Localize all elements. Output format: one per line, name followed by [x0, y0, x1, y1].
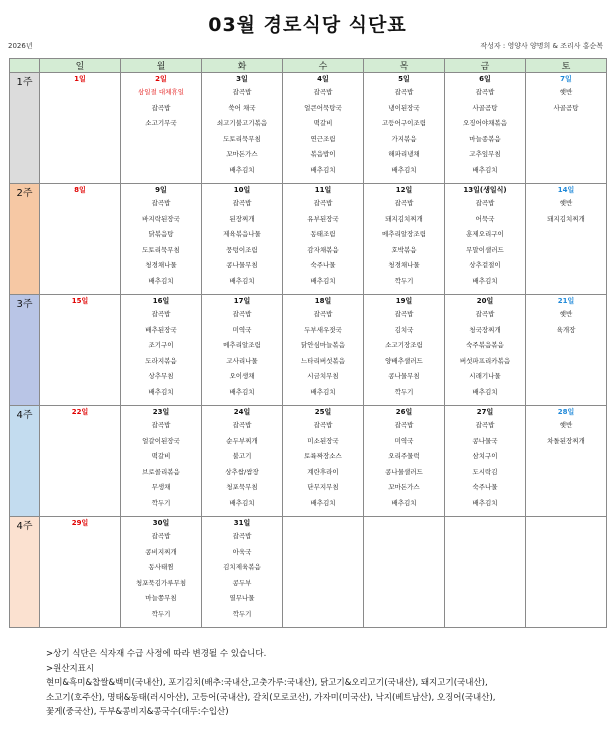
menu-item: 얼큰어묵탕국: [304, 103, 342, 112]
day-cell: [40, 73, 121, 184]
menu-item: 떡갈비: [151, 452, 171, 460]
menu-item: 배추김치: [472, 276, 498, 285]
menu-item: 배추김치: [472, 387, 498, 396]
menu-item: 느타리버섯볶음: [301, 356, 345, 365]
menu-item-list: [364, 196, 444, 289]
day-cell: [283, 517, 364, 628]
menu-item: 도토리묵무침: [142, 245, 180, 254]
menu-item: 상추겉절이: [469, 261, 501, 269]
menu-item: 가지볶음: [391, 134, 417, 143]
day-cell: [364, 295, 445, 406]
page-title: 03월 경로식당 식단표: [208, 14, 407, 36]
notes-section: [46, 647, 606, 720]
menu-item: 메추리알조림: [223, 341, 261, 349]
week-row: [10, 184, 607, 295]
day-cell: [121, 184, 202, 295]
week-label: 4주: [10, 406, 40, 517]
weekday-header: 수: [283, 59, 364, 73]
menu-item: 제육볶음나물: [223, 230, 261, 238]
menu-item: 브로콜리볶음: [142, 467, 180, 476]
menu-item: 도토리묵무침: [223, 134, 261, 143]
menu-item: 잡곡밥: [475, 310, 495, 318]
week-label: 3주: [10, 295, 40, 406]
note-line: 현미&흑미&찹쌀&백미(국내산), 포기김치(배추:국내산,고춧가루:국내산), 닭고기&오리고기(국내산), 돼지고기(국내산),: [46, 678, 488, 688]
day-date: [445, 517, 525, 529]
menu-item: 배추김치: [310, 498, 336, 507]
day-cell: [202, 517, 283, 628]
menu-item: 무생채: [151, 483, 171, 491]
menu-item: 오징어야채볶음: [463, 119, 507, 127]
weekday-header: 토: [526, 59, 607, 73]
menu-item-list: [445, 418, 525, 511]
menu-item-list: [202, 529, 282, 622]
menu-item: 배추김치: [229, 276, 255, 285]
week-label: 2주: [10, 184, 40, 295]
menu-item: 아욱국: [232, 547, 252, 556]
note-line: 소고기(호주산), 명태&동태(러시아산), 고등어(국내산), 갈치(모로코산), 가자미(미국산), 낙지(베트남산), 오징어(국내산),: [46, 692, 496, 703]
menu-item-list: [283, 307, 363, 400]
menu-item: 연근조림: [310, 134, 336, 143]
menu-item-list: [526, 418, 606, 449]
menu-item-list: [202, 196, 282, 289]
day-date: 7일: [560, 75, 572, 83]
day-date: 29일: [71, 519, 89, 527]
menu-item: 감자채볶음: [307, 245, 339, 254]
menu-item: 잡곡밥: [232, 532, 252, 540]
menu-item-list: [121, 196, 201, 289]
day-date: 23일: [152, 408, 170, 416]
day-date: 10일: [233, 186, 251, 194]
menu-item: 떡갈비: [313, 119, 333, 127]
menu-item: 콩나물국: [472, 436, 498, 445]
menu-item: 배추김치: [391, 165, 417, 174]
day-cell: [526, 406, 607, 517]
day-date: [364, 517, 444, 529]
day-cell: [202, 295, 283, 406]
menu-item: 숙주볶음볶음: [466, 341, 504, 349]
menu-item: 잡곡밥: [394, 310, 414, 318]
menu-item: 청경채나물: [388, 261, 420, 269]
menu-item: 햇반: [559, 88, 573, 96]
menu-item: 무말이샐러드: [466, 245, 504, 254]
menu-item: 돼지김치찌개: [547, 214, 585, 223]
menu-item: 청경채나물: [145, 261, 177, 269]
day-cell: [40, 184, 121, 295]
menu-item: 잡곡밥: [475, 88, 495, 96]
menu-item: 잡곡밥: [394, 88, 414, 96]
menu-item: 잡곡밥: [151, 310, 171, 318]
weekday-header: 목: [364, 59, 445, 73]
menu-item: 배추김치: [391, 498, 417, 507]
weekday-header: 일: [40, 59, 121, 73]
day-date: 1일: [74, 75, 86, 83]
menu-item: 토륙짜장소스: [304, 452, 342, 460]
menu-item: 배추김치: [472, 498, 498, 507]
menu-item: 배추김치: [472, 165, 498, 174]
menu-item: 배추김치: [229, 387, 255, 396]
menu-item: 잡곡밥: [232, 88, 252, 96]
menu-item: 배추김치: [229, 165, 255, 174]
day-date: 16일: [152, 297, 170, 305]
menu-item: 오이생채: [229, 372, 255, 380]
menu-item: 김치제육볶음: [223, 563, 261, 571]
day-cell: [526, 184, 607, 295]
menu-item-list: [121, 529, 201, 622]
menu-item: 잡곡밥: [151, 199, 171, 207]
day-date: 12일: [395, 186, 413, 194]
menu-item: 고추잎무침: [469, 150, 501, 158]
menu-item: 배추된장국: [145, 325, 177, 334]
day-date: 3일: [236, 75, 248, 83]
day-cell: [364, 73, 445, 184]
menu-item: 호박볶음: [391, 245, 417, 254]
menu-item: 배추김치: [229, 498, 255, 507]
day-cell: [526, 73, 607, 184]
menu-item: 마늘종볶음: [469, 134, 501, 143]
menu-item: 차돌된장찌개: [547, 436, 585, 445]
menu-item: 닭안심마늘볶음: [301, 341, 345, 349]
menu-item: 잡곡밥: [394, 199, 414, 207]
menu-item: 잡곡밥: [232, 421, 252, 429]
day-date: 31일: [233, 519, 251, 527]
weekday-header-row: [10, 59, 607, 73]
menu-item: 배추김치: [148, 387, 174, 396]
day-cell: [364, 406, 445, 517]
day-date: [283, 517, 363, 529]
day-cell: [445, 73, 526, 184]
menu-item: 어묵국: [475, 214, 495, 223]
day-date: 27일: [476, 408, 494, 416]
menu-item: 잡곡밥: [313, 421, 333, 429]
note-line: >상기 식단은 식자재 수급 사정에 따라 변경될 수 있습니다.: [46, 649, 267, 659]
menu-item: 닭볶음탕: [148, 230, 174, 238]
menu-item: 잡곡밥: [313, 88, 333, 96]
day-date: [526, 517, 606, 529]
menu-item: 도시락김: [472, 467, 498, 476]
day-cell: [202, 406, 283, 517]
menu-item: 삼치구이: [472, 452, 498, 460]
day-cell: [283, 184, 364, 295]
author-label: 작성자 : 영양사 양명희 & 조리사 홍순복: [480, 42, 603, 50]
day-cell: [526, 517, 607, 628]
menu-item: 미소된장국: [307, 436, 339, 445]
day-cell: [40, 295, 121, 406]
menu-item: 삼일절 대체휴일: [137, 88, 185, 96]
day-date: 6일: [479, 75, 491, 83]
day-cell: [445, 406, 526, 517]
day-cell: [121, 295, 202, 406]
week-label: 4주: [10, 517, 40, 628]
menu-item: 불고기: [232, 452, 252, 460]
menu-item: 고사리나물: [226, 356, 258, 365]
day-cell: [526, 295, 607, 406]
week-header-corner: [10, 59, 40, 73]
note-line: 꽃게(중국산), 두부&콩비지&콩국수(대두:수입산): [46, 707, 229, 717]
menu-item: 조기구이: [148, 341, 174, 349]
day-date: 20일: [476, 297, 494, 305]
menu-item-list: [364, 85, 444, 178]
menu-item: 볶음밥이: [310, 150, 336, 158]
menu-item: 햇반: [559, 310, 573, 318]
menu-item: 콩나물샐러드: [385, 467, 423, 476]
day-cell: [40, 406, 121, 517]
weekday-header: 화: [202, 59, 283, 73]
note-line: >원산지표시: [46, 663, 95, 674]
menu-item: 깍두기: [151, 498, 171, 507]
menu-item: 꼬마돈가스: [388, 483, 420, 491]
menu-item: 소고기무국: [145, 119, 177, 127]
day-date: 26일: [395, 408, 413, 416]
menu-item: 배추김치: [310, 387, 336, 396]
menu-item: 잡곡밥: [151, 421, 171, 429]
day-cell: [121, 406, 202, 517]
menu-item: 청포묵무침: [226, 483, 258, 491]
day-date: 17일: [233, 297, 251, 305]
menu-item-list: [445, 85, 525, 178]
menu-item: 깍두기: [394, 276, 414, 285]
menu-item: 햇반: [559, 421, 573, 429]
menu-item-list: [121, 85, 201, 132]
menu-table: [9, 58, 607, 628]
menu-item: 두부새우젓국: [304, 325, 342, 334]
menu-item: 청국장찌개: [469, 325, 501, 334]
menu-item-list: [202, 85, 282, 178]
menu-item-list: [121, 418, 201, 511]
menu-item: 청포묵김가루무침: [135, 578, 187, 587]
weekday-header: 금: [445, 59, 526, 73]
menu-item: 쇠고기불고기볶음: [216, 119, 268, 127]
menu-item: 동태조림: [310, 230, 336, 238]
day-date: 13일(생일식): [463, 186, 507, 194]
menu-item: 고등어구이조림: [382, 119, 426, 127]
year-label: 2026년: [8, 42, 33, 50]
menu-item: 숙주나물: [310, 261, 336, 269]
menu-item-list: [283, 196, 363, 289]
menu-item: 콩나물무침: [388, 372, 420, 380]
week-row: [10, 406, 607, 517]
menu-item: 메추리알장조림: [382, 230, 426, 238]
weekday-header: 월: [121, 59, 202, 73]
day-cell: [364, 184, 445, 295]
menu-item: 시래기나물: [469, 372, 501, 380]
week-label: 1주: [10, 73, 40, 184]
menu-item: 배추김치: [310, 276, 336, 285]
menu-item: 바지락된장국: [142, 214, 180, 223]
menu-item: 콩나물무침: [226, 261, 258, 269]
day-date: 30일: [152, 519, 170, 527]
menu-item: 계란후라이: [307, 467, 339, 476]
day-cell: [202, 73, 283, 184]
menu-item: 열무나물: [229, 594, 255, 602]
menu-item-list: [283, 85, 363, 178]
day-date: 25일: [314, 408, 332, 416]
menu-item: 돼지김치찌개: [385, 214, 423, 223]
day-date: 22일: [71, 408, 89, 416]
menu-item-list: [121, 307, 201, 400]
day-cell: [121, 517, 202, 628]
week-row: [10, 295, 607, 406]
day-cell: [283, 406, 364, 517]
menu-item: 상추무침: [148, 372, 174, 380]
day-cell: [40, 517, 121, 628]
menu-item: 뭉텅이조림: [226, 245, 258, 254]
menu-item: 햇반: [559, 199, 573, 207]
menu-item: 시금치무침: [307, 372, 339, 380]
menu-item: 깍두기: [151, 609, 171, 618]
menu-item: 깍두기: [394, 387, 414, 396]
menu-item: 잡곡밥: [475, 199, 495, 207]
day-date: 15일: [71, 297, 89, 305]
menu-item: 순두부찌개: [226, 436, 258, 445]
menu-item: 잡곡밥: [151, 532, 171, 540]
menu-item: 도라지볶음: [145, 356, 177, 365]
menu-item: 된장찌개: [229, 214, 255, 223]
menu-item: 얼갈이된장국: [142, 436, 180, 445]
menu-item: 콩비지찌개: [145, 547, 177, 556]
menu-item: 깍두기: [232, 609, 252, 618]
menu-item-list: [283, 418, 363, 511]
menu-item: 양배추샐러드: [385, 356, 423, 365]
menu-item: 미역국: [232, 325, 252, 334]
menu-item: 육개장: [556, 325, 576, 334]
menu-item-list: [445, 307, 525, 400]
menu-item: 훈제오리구이: [466, 230, 504, 238]
day-date: 8일: [74, 186, 86, 194]
menu-item: 잡곡밥: [313, 310, 333, 318]
menu-item: 김치국: [394, 325, 414, 334]
menu-item-list: [364, 418, 444, 511]
day-date: 5일: [398, 75, 410, 83]
menu-item: 콩두부: [232, 578, 252, 587]
day-date: 19일: [395, 297, 413, 305]
day-cell: [283, 295, 364, 406]
menu-item-list: [526, 196, 606, 227]
day-cell: [445, 517, 526, 628]
day-cell: [445, 184, 526, 295]
day-date: 18일: [314, 297, 332, 305]
menu-item: 미역국: [394, 436, 414, 445]
menu-item: 동사태찜: [148, 563, 174, 571]
day-date: 2일: [155, 75, 167, 83]
menu-item: 단무지무침: [307, 483, 339, 491]
day-cell: [202, 184, 283, 295]
day-date: 28일: [557, 408, 575, 416]
day-date: 4일: [317, 75, 329, 83]
menu-item: 소고기장조림: [385, 341, 423, 349]
menu-item: 잡곡밥: [232, 310, 252, 318]
week-row: [10, 517, 607, 628]
week-row: [10, 73, 607, 184]
menu-item: 사골곰탕: [553, 103, 579, 112]
menu-item: 해파리냉채: [388, 150, 420, 158]
day-cell: [364, 517, 445, 628]
menu-item: 배추김치: [148, 276, 174, 285]
menu-item: 숙주나물: [472, 483, 498, 491]
menu-item: 잡곡밥: [313, 199, 333, 207]
menu-item: 배추김치: [310, 165, 336, 174]
menu-item: 오리주물럭: [388, 452, 420, 460]
day-cell: [121, 73, 202, 184]
day-date: 21일: [557, 297, 575, 305]
day-cell: [445, 295, 526, 406]
menu-item: 꼬마돈가스: [226, 150, 258, 158]
menu-item: 잡곡밥: [475, 421, 495, 429]
day-date: 24일: [233, 408, 251, 416]
menu-item: 냉이된장국: [388, 103, 420, 112]
menu-item: 마늘쫑무침: [145, 594, 177, 602]
menu-item-list: [445, 196, 525, 289]
menu-item-list: [202, 418, 282, 511]
day-date: 9일: [155, 186, 167, 194]
menu-item-list: [364, 307, 444, 400]
menu-item: 잡곡밥: [232, 199, 252, 207]
menu-item: 쑥어 채국: [228, 103, 256, 112]
day-cell: [283, 73, 364, 184]
menu-item-list: [202, 307, 282, 400]
menu-item: 상추쌈/쌈장: [225, 467, 259, 476]
menu-item: 유부된장국: [307, 214, 339, 223]
menu-item: 잡곡밥: [151, 103, 171, 112]
day-date: 11일: [314, 186, 332, 194]
menu-item: 사골곰탕: [472, 103, 498, 112]
menu-item-list: [526, 307, 606, 338]
menu-item: 잡곡밥: [394, 421, 414, 429]
day-date: 14일: [557, 186, 575, 194]
menu-item: 버섯파프리카볶음: [459, 356, 511, 365]
menu-item-list: [526, 85, 606, 116]
